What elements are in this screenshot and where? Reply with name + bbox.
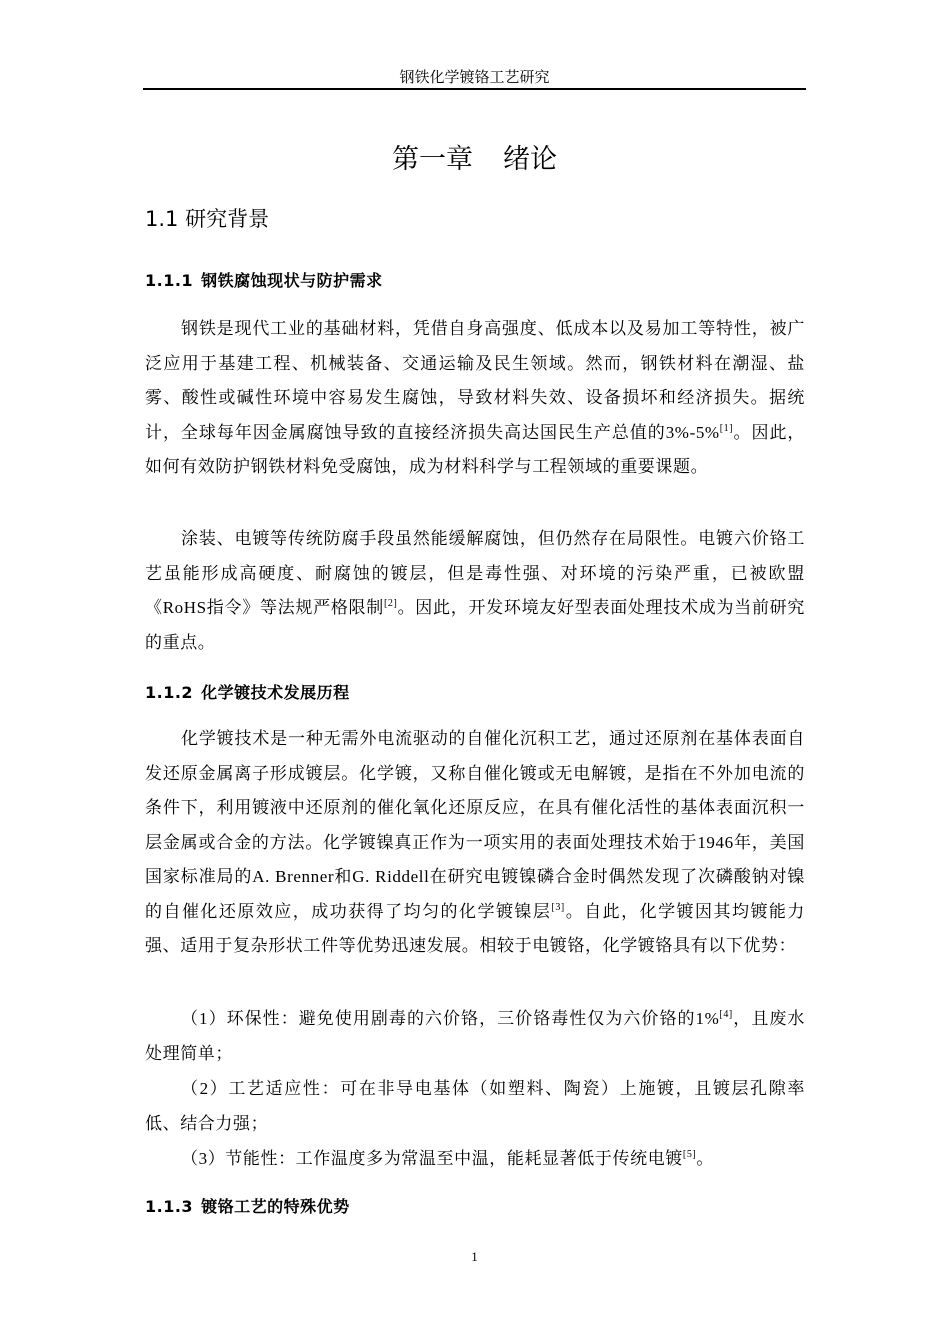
paragraph: 化学镀技术是一种无需外电流驱动的自催化沉积工艺，通过还原剂在基体表面自发还原金属离子形成镀层。化学镀，又称自催化镀或无电解镀，是指在不外加电流的条件下，利用镀液中还原剂的催化氧化还原反应，在具有催化活性的基体表面沉积一层金属或合金的方法。化学镀镍真正作为一项实用的表面处理技术始于1946年，美国国家标准局的A. Brenner和G. Riddell在研究电镀镍磷合金时偶然发现了次磷酸钠对镍的自催化还原效应，成功获得了均匀的化学镀镍层[3]。自此，化学镀因其均镀能力强、适用于复杂形状工件等优势迅速发展。相较于电镀铬，化学镀铬具有以下优势： [145,729,805,955]
list-item: （3）节能性：工作温度多为常温至中温，能耗显著低于传统电镀[5]。 [181,1149,714,1168]
citation-ref: [1] [719,422,734,434]
running-header: 钢铁化学镀铬工艺研究 [399,70,550,86]
paragraph: 钢铁是现代工业的基础材料，凭借自身高强度、低成本以及易加工等特性，被广泛应用于基建工程、机械装备、交通运输及民生领域。然而，钢铁材料在潮湿、盐雾、酸性或碱性环境中容易发生腐蚀，导致材料失效、设备损坏和经济损失。据统计，全球每年因金属腐蚀导致的直接经济损失高达国民生产总值的3%-5%[1]。因此，如何有效防护钢铁材料免受腐蚀，成为材料科学与工程领域的重要课题。 [145,319,805,476]
chapter-number: 第一章 [392,144,473,175]
subsection-number: 1.1.2 [145,683,194,702]
chapter-title [143,142,806,178]
subsection-number: 1.1.3 [145,1197,194,1216]
page-number: 1 [471,1249,478,1264]
paragraph: 涂装、电镀等传统防腐手段虽然能缓解腐蚀，但仍然存在局限性。电镀六价铬工艺虽能形成高硬度、耐腐蚀的镀层，但是毒性强、对环境的污染严重，已被欧盟《RoHS指令》等法规严格限制[2]。因此，开发环境友好型表面处理技术成为当前研究的重点。 [145,529,805,652]
citation-ref: [5] [682,1149,697,1160]
section-title: 1.1 研究背景 [145,207,270,231]
subsection-number: 1.1.1 [145,271,194,290]
citation-ref: [3] [551,901,565,913]
citation-ref: [2] [384,598,398,609]
subsection-heading [145,270,383,292]
list-item: （2）工艺适应性：可在非导电基体（如塑料、陶瓷）上施镀，且镀层孔隙率低、结合力强； [145,1079,805,1133]
subsection-title: 钢铁腐蚀现状与防护需求 [201,271,383,290]
subsection-title: 镀铬工艺的特殊优势 [201,1197,350,1216]
subsection-title: 化学镀技术发展历程 [201,683,350,702]
header-rule [143,88,806,90]
chapter-name: 绪论 [503,144,557,175]
citation-ref: [4] [719,1009,733,1020]
subsection-heading [145,1196,350,1218]
list-item: （1）环保性：避免使用剧毒的六价铬，三价铬毒性仅为六价铬的1%[4]，且废水处理简单； [145,1009,806,1063]
subsection-heading [145,682,350,704]
